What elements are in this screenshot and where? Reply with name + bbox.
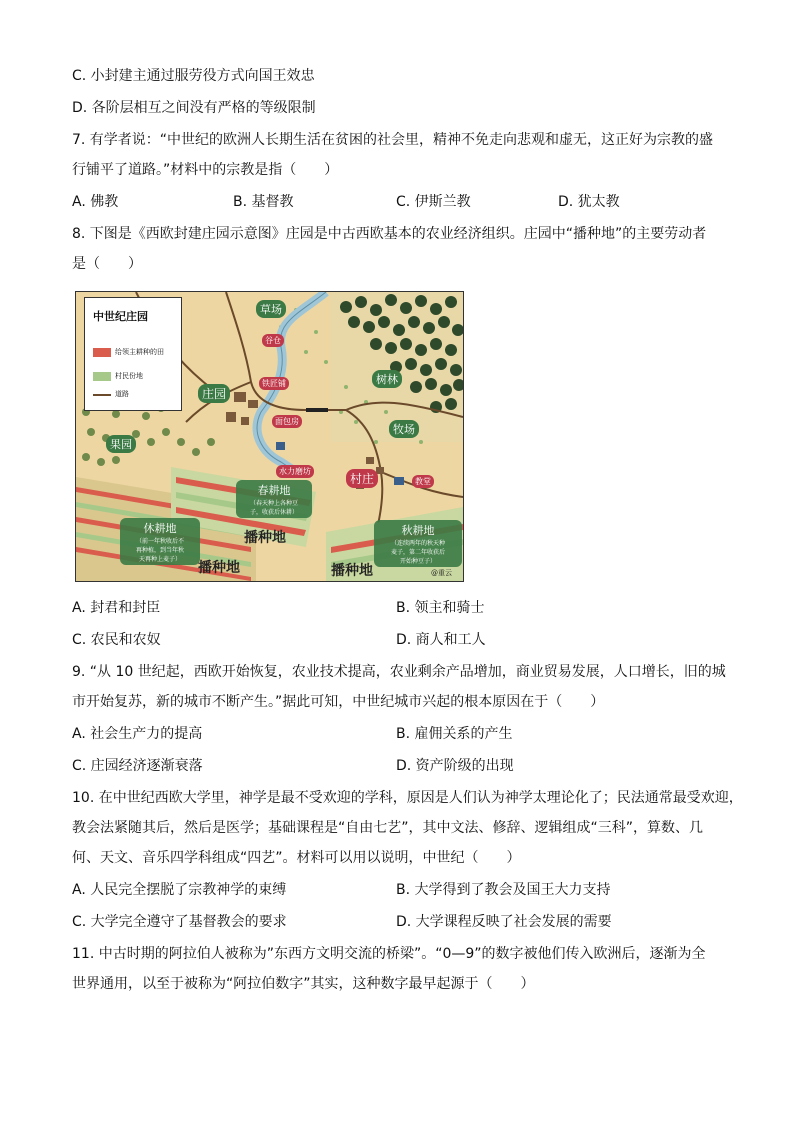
- q8-option-d: D. 商人和工人: [396, 632, 486, 648]
- q10-option-c: C. 大学完全遵守了基督教会的要求: [72, 914, 287, 930]
- q7-stem-line2: 行铺平了道路。”材料中的宗教是指（ ）: [72, 162, 339, 178]
- q7-stem-line1: 7. 有学者说：“中世纪的欧洲人长期生活在贫困的社会里，精神不免走向悲观和虚无，这正好为宗教的盛: [72, 132, 714, 148]
- q8-option-b: B. 领主和骑士: [396, 600, 485, 616]
- label-mill: 水力磨坊: [276, 465, 314, 478]
- label-fallow-field-box: [120, 518, 200, 565]
- q10-stem-line2: 教会法紧随其后，然后是医学；基础课程是“自由七艺”，其中文法、修辞、逻辑组成“三科”，算数、几: [72, 820, 704, 836]
- q11-stem-line2: 世界通用，以至于被称为“阿拉伯数字”其实，这种数字最早起源于（ ）: [72, 976, 535, 992]
- q6-option-d: D. 各阶层相互之间没有严格的等级限制: [72, 100, 316, 116]
- legend-item-villager-plot: 村民份地: [115, 372, 143, 380]
- q6-option-c: C. 小封建主通过服劳役方式向国王效忠: [72, 68, 315, 84]
- q8-stem-line2: 是（ ）: [72, 256, 142, 272]
- label-sown-field-3: 播种地: [331, 563, 373, 579]
- q9-stem-line2: 市开始复苏，新的城市不断产生。”据此可知，中世纪城市兴起的根本原因在于（ ）: [72, 694, 605, 710]
- map-legend: [84, 297, 182, 411]
- legend-item-road: 道路: [115, 390, 129, 398]
- q9-option-c: C. 庄园经济逐渐衰落: [72, 758, 203, 774]
- label-bakery: 面包房: [272, 415, 302, 428]
- q8-option-a: A. 封君和封臣: [72, 600, 161, 616]
- q7-option-a: A. 佛教: [72, 194, 119, 210]
- q9-option-b: B. 雇佣关系的产生: [396, 726, 513, 742]
- map-watermark: @重云: [431, 569, 452, 577]
- label-autumn-note-1: （连续两年的秋天种: [390, 540, 445, 547]
- q7-option-d: D. 犹太教: [558, 194, 620, 210]
- label-forest: 树林: [372, 370, 402, 388]
- label-sown-field-2: 播种地: [198, 560, 240, 576]
- label-manor: 庄园: [198, 384, 230, 403]
- manor-map-figure: [75, 291, 464, 582]
- label-church: 教堂: [412, 475, 434, 488]
- q7-option-b: B. 基督教: [233, 194, 294, 210]
- label-autumn-field: 秋耕地: [401, 524, 435, 537]
- q10-stem-line3: 何、天文、音乐四学科组成“四艺”。材料可以用以说明，中世纪（ ）: [72, 850, 521, 866]
- label-orchard: 果园: [106, 435, 136, 453]
- label-spring-note-1: （春天种上各种豆: [249, 500, 298, 507]
- label-spring-field: 春耕地: [257, 484, 291, 497]
- label-autumn-field-box: [374, 520, 462, 567]
- q10-stem-line1: 10. 在中世纪西欧大学里，神学是最不受欢迎的学科，原因是人们认为神学太理论化了；民法通常最受欢迎，: [72, 790, 743, 806]
- q9-option-d: D. 资产阶级的出现: [396, 758, 514, 774]
- legend-swatch-lord-field: [93, 348, 111, 357]
- q10-option-d: D. 大学课程反映了社会发展的需要: [396, 914, 612, 930]
- label-autumn-note-2: 麦子，第二年收获后: [390, 549, 445, 556]
- legend-swatch-road: [93, 394, 111, 396]
- label-autumn-note-3: 开始种豆子）: [399, 558, 436, 565]
- label-fallow-field: 休耕地: [143, 522, 177, 535]
- q9-option-a: A. 社会生产力的提高: [72, 726, 203, 742]
- label-spring-field-box: [236, 480, 312, 518]
- q9-stem-line1: 9. “从 10 世纪起，西欧开始恢复，农业技术提高，农业剩余产品增加，商业贸易发展，人口增长，旧的城: [72, 664, 726, 680]
- legend-swatch-villager-plot: [93, 372, 111, 381]
- q10-option-a: A. 人民完全摆脱了宗教神学的束缚: [72, 882, 287, 898]
- legend-item-lord-field: 给领主耕种的田: [115, 348, 164, 356]
- label-fallow-note-2: 再种植，到当年秋: [135, 547, 184, 554]
- label-pasture-top: 草场: [256, 300, 286, 318]
- q8-stem-line1: 8. 下图是《西欧封建庄园示意图》庄园是中古西欧基本的农业经济组织。庄园中“播种地”的主要劳动者: [72, 226, 707, 242]
- q11-stem-line1: 11. 中古时期的阿拉伯人被称为”东西方文明交流的桥梁”。“0—9”的数字被他们传入欧洲后，逐渐为全: [72, 946, 706, 962]
- label-fallow-note-1: （前一年秋收后不: [135, 538, 184, 545]
- bridge: [306, 408, 328, 412]
- label-sown-field-1: 播种地: [244, 530, 286, 546]
- label-smithy: 铁匠铺: [259, 377, 289, 390]
- label-pasture: 牧场: [389, 420, 419, 438]
- label-fallow-note-3: 天再种上麦子）: [138, 556, 181, 563]
- q8-option-c: C. 农民和农奴: [72, 632, 161, 648]
- legend-title: 中世纪庄园: [93, 310, 148, 323]
- label-village: 村庄: [346, 469, 378, 488]
- q10-option-b: B. 大学得到了教会及国王大力支持: [396, 882, 611, 898]
- label-barn: 谷仓: [262, 334, 284, 347]
- q7-option-c: C. 伊斯兰教: [396, 194, 471, 210]
- label-spring-note-2: 子，收获后休耕）: [249, 509, 298, 516]
